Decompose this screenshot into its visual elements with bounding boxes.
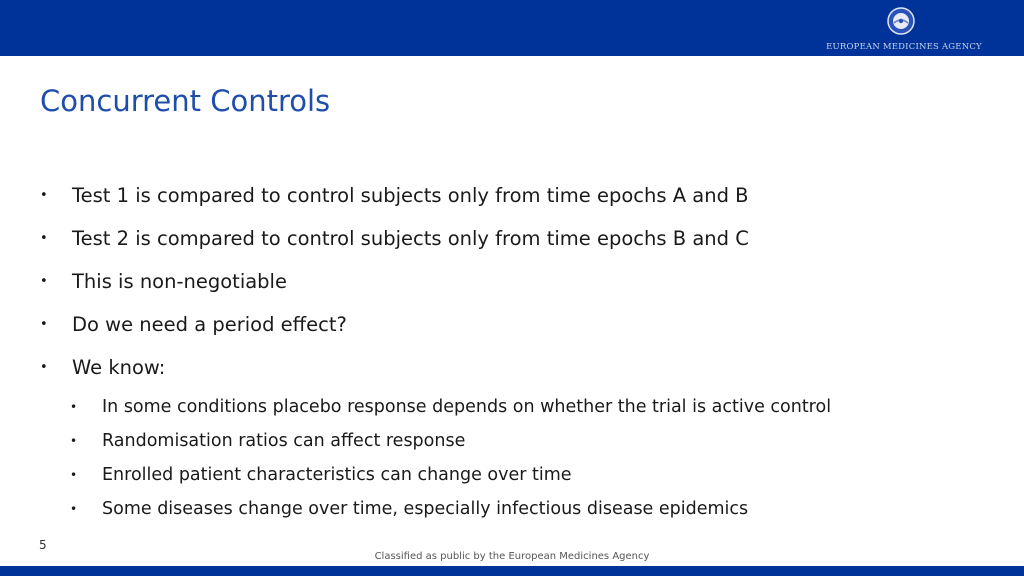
sub-bullet-text: Randomisation ratios can affect response [102,431,466,451]
bullet-item [40,352,749,395]
footer-bar [0,566,1024,576]
bullet-marker: • [70,400,78,414]
page-number: 5 [39,538,47,552]
bullet-text: Do we need a period effect? [72,313,347,336]
bullet-marker: • [40,360,48,375]
bullet-marker: • [70,468,78,482]
bullet-item [40,266,749,309]
bullet-text: We know: [72,356,166,379]
sub-bullet-item [70,393,831,427]
sub-bullet-text: Enrolled patient characteristics can change over time [102,465,572,485]
sub-bullet-item [70,495,831,529]
ema-emblem-icon [886,6,916,36]
bullet-marker: • [70,502,78,516]
slide-title: Concurrent Controls [40,84,331,118]
bullet-marker: • [40,317,48,332]
bullet-marker: • [70,434,78,448]
bullet-text: Test 1 is compared to control subjects only from time epochs A and B [72,184,749,207]
logo-text: EUROPEAN MEDICINES AGENCY [826,42,982,52]
bullet-text: Test 2 is compared to control subjects only from time epochs B and C [72,227,749,250]
bullet-marker: • [40,274,48,289]
sub-bullet-list [70,393,831,529]
sub-bullet-item [70,461,831,495]
sub-bullet-text: Some diseases change over time, especially infectious disease epidemics [102,499,749,519]
bullet-item [40,180,749,223]
ema-logo [824,6,984,54]
classification-footer: Classified as public by the European Medicines Agency [374,551,650,562]
sub-bullet-text: In some conditions placebo response depends on whether the trial is active control [102,397,832,417]
bullet-item [40,309,749,352]
bullet-list [40,180,749,395]
bullet-item [40,223,749,266]
bullet-marker: • [40,188,48,203]
sub-bullet-item [70,427,831,461]
bullet-text: This is non-negotiable [72,270,287,293]
header-bar [0,0,1024,56]
bullet-marker: • [40,231,48,246]
